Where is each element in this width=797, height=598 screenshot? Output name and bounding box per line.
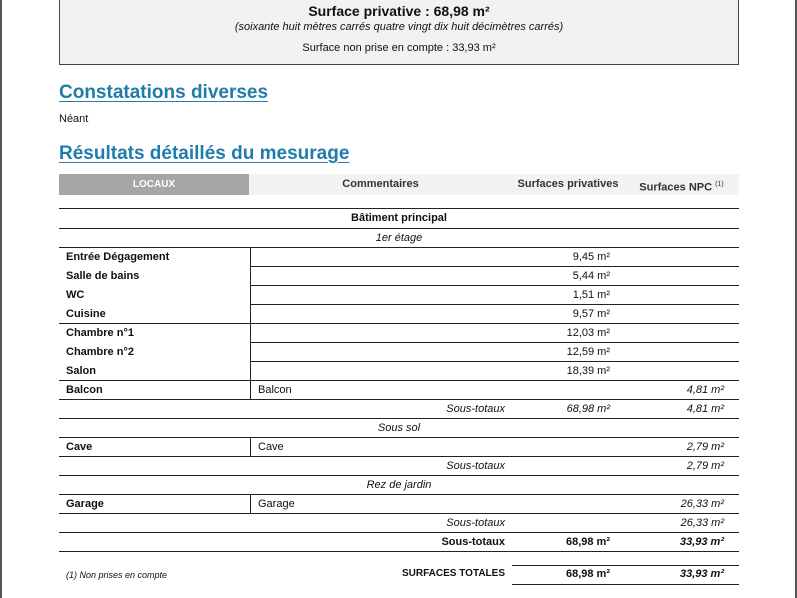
subtotal-label: Sous-totaux: [446, 460, 505, 472]
subtotal-all-label: Sous-totaux: [441, 536, 505, 548]
room-name: WC: [66, 289, 85, 301]
level-sous-sol: Sous sol: [377, 422, 421, 434]
subtotal-row: [59, 514, 739, 533]
rule: [250, 361, 739, 362]
room-priv: 1,51 m²: [572, 289, 610, 301]
room-name: Balcon: [66, 384, 103, 396]
subtotal-all-npc: 33,93 m²: [679, 536, 724, 548]
room-priv: 9,45 m²: [572, 251, 610, 263]
constatations-text: Néant: [59, 113, 89, 125]
table-row: [59, 362, 739, 381]
room-name: Entrée Dégagement: [66, 251, 170, 263]
col-divider: [250, 247, 251, 400]
room-npc: 2,79 m²: [686, 441, 724, 453]
room-priv: 12,03 m²: [566, 327, 610, 339]
rule: [250, 342, 739, 343]
rule: [59, 551, 739, 552]
total-npc: 33,93 m²: [679, 568, 724, 580]
header-locaux: LOCAUX: [59, 174, 249, 195]
subtotal-priv: 68,98 m²: [566, 403, 610, 415]
header-npc: [624, 174, 739, 195]
room-name: Salon: [66, 365, 96, 377]
header-npc-note: (1): [715, 181, 724, 188]
table-row: [59, 286, 739, 305]
room-priv: 5,44 m²: [572, 270, 610, 282]
level-row: [59, 229, 739, 248]
building-name: Bâtiment principal: [351, 212, 447, 224]
rule: [250, 285, 739, 286]
level-row: [59, 476, 739, 495]
level-row: [59, 419, 739, 438]
heading-constatations: Constatations diverses: [59, 82, 269, 103]
subtotal-row: [59, 457, 739, 476]
subtotal-npc: 26,33 m²: [680, 517, 724, 529]
room-comment: Balcon: [258, 384, 292, 396]
header-commentaires: Commentaires: [249, 174, 512, 195]
room-name: Cave: [66, 441, 93, 453]
level-1er-etage: 1er étage: [375, 232, 423, 244]
col-divider: [250, 437, 251, 457]
table-row: [59, 381, 739, 400]
subtotal-all-row: [59, 533, 739, 552]
table-row: [59, 305, 739, 324]
room-priv: 18,39 m²: [566, 365, 610, 377]
col-divider: [250, 494, 251, 514]
footnote: (1) Non prises en compte: [66, 570, 168, 580]
room-name: Chambre n°1: [66, 327, 134, 339]
rule: [250, 266, 739, 267]
room-name: Chambre n°2: [66, 346, 134, 358]
room-npc: 26,33 m²: [680, 498, 724, 510]
subtotal-npc: 2,79 m²: [686, 460, 724, 472]
subtotal-label: Sous-totaux: [446, 403, 505, 415]
heading-resultats: Résultats détaillés du mesurage: [59, 143, 350, 164]
room-name: Cuisine: [66, 308, 106, 320]
room-name: Salle de bains: [66, 270, 140, 282]
subtotal-npc: 4,81 m²: [686, 403, 724, 415]
rule: [250, 304, 739, 305]
table-row: [59, 343, 739, 362]
room-priv: 9,57 m²: [572, 308, 610, 320]
surface-in-words: (soixante huit mètres carrés quatre vingt dix huit décimètres carrés): [234, 21, 564, 33]
room-npc: 4,81 m²: [686, 384, 724, 396]
table-header: [59, 174, 739, 195]
room-comment: Cave: [258, 441, 284, 453]
subtotal-label: Sous-totaux: [446, 517, 505, 529]
table-row: [59, 267, 739, 286]
level-rez-de-jardin: Rez de jardin: [366, 479, 432, 491]
rule: [59, 323, 739, 324]
total-priv: 68,98 m²: [565, 568, 610, 580]
table-row: [59, 324, 739, 343]
table-row: [59, 438, 739, 457]
surface-non-prise: Surface non prise en compte : 33,93 m²: [302, 42, 496, 54]
rule: [512, 584, 739, 585]
subtotal-row: [59, 400, 739, 419]
header-npc-label: Surfaces NPC: [639, 181, 713, 194]
building-row: [59, 209, 739, 228]
room-name: Garage: [66, 498, 104, 510]
surface-summary-box: [59, 0, 739, 65]
room-comment: Garage: [258, 498, 295, 510]
header-privatives: Surfaces privatives: [512, 174, 624, 195]
table-row: [59, 495, 739, 514]
surface-privative: Surface privative : 68,98 m²: [308, 3, 490, 19]
table-row: [59, 248, 739, 267]
subtotal-all-priv: 68,98 m²: [565, 536, 610, 548]
total-label: SURFACES TOTALES: [402, 568, 505, 579]
room-priv: 12,59 m²: [566, 346, 610, 358]
rule: [512, 565, 739, 566]
page-edge-left: [0, 0, 2, 598]
